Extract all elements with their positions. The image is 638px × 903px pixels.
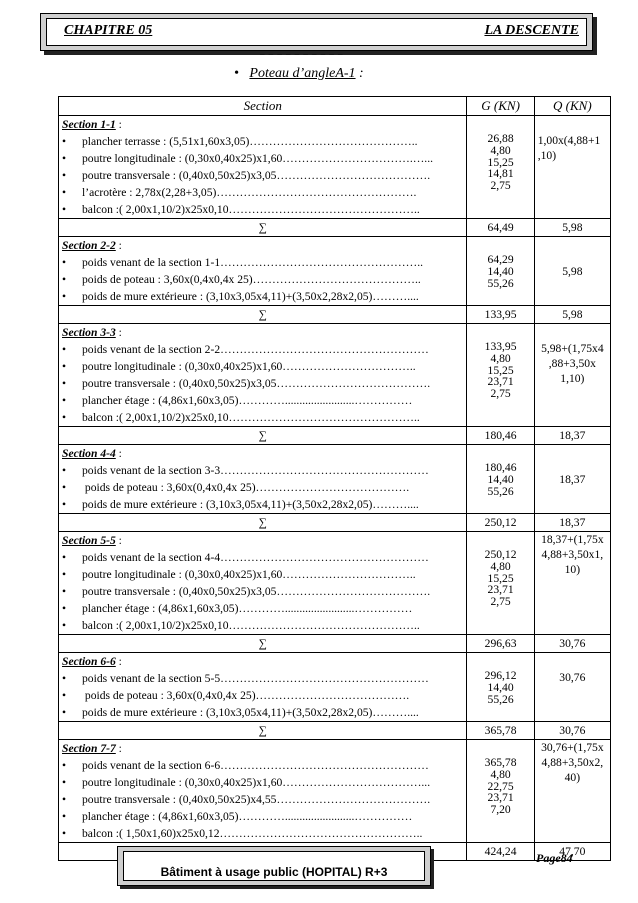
load-line-text: balcon :( 2,00x1,10/2)x25x0,10…………………………………………..: [82, 619, 420, 632]
load-line-text: poids venant de la section 6-6………………………………………………: [82, 759, 429, 772]
g-value: 23,71: [487, 583, 514, 597]
load-line: [62, 566, 463, 583]
g-value: 250,12: [484, 548, 517, 561]
section-title-text: Section 3-3: [62, 326, 116, 339]
load-line-text: poids venant de la section 5-5………………………………………………: [82, 672, 429, 685]
table-body: [59, 116, 611, 861]
footer-banner: [117, 846, 431, 886]
header-g: G (KN): [467, 97, 534, 116]
bullet-icon: •: [62, 135, 67, 148]
bullet-icon: •: [62, 585, 67, 598]
g-values: [467, 445, 534, 514]
chapter-header: [40, 13, 593, 56]
g-value: 26,88: [487, 132, 514, 145]
load-line-text: poids venant de la section 2-2………………………………………………: [82, 343, 429, 356]
q-value: 1,00x(4,88+1 ,10): [534, 116, 610, 219]
bullet-icon: •: [62, 619, 67, 632]
g-values: [467, 532, 534, 635]
chapter-title: CHAPITRE 05: [64, 23, 153, 38]
q-value: 18,37+(1,75x 4,88+3,50x1, 10): [534, 532, 610, 635]
q-value: 18,37: [534, 445, 610, 514]
load-line: [62, 808, 463, 825]
q-value: 5,98+(1,75x4 ,88+3,50x 1,10): [534, 324, 610, 427]
g-value: 15,25: [487, 363, 514, 377]
section-title: [62, 532, 463, 549]
bullet-icon: •: [62, 827, 67, 840]
g-value: 55,26: [487, 692, 514, 706]
sum-q: 5,98: [534, 306, 610, 324]
sum-symbol: ∑: [59, 306, 467, 324]
section-description: [59, 116, 467, 219]
load-line: [62, 409, 463, 426]
bullet-icon: •: [62, 810, 67, 823]
bullet-icon: •: [62, 481, 67, 494]
load-line: [62, 600, 463, 617]
bullet-icon: •: [62, 689, 67, 702]
section-description: [59, 740, 467, 843]
section-description: [59, 532, 467, 635]
load-line-text: poutre longitudinale : (0,30x0,40x25)x1,60……………………………..: [82, 360, 416, 373]
sum-row: [59, 635, 611, 653]
section-title-suffix: :: [115, 326, 122, 339]
section-title: [62, 237, 463, 254]
g-value: 23,71: [487, 791, 514, 805]
load-line: [62, 496, 463, 513]
g-value: 23,71: [487, 375, 514, 389]
load-line: [62, 670, 463, 687]
subtitle-title: Poteau d’angleA-1: [249, 66, 356, 81]
sum-symbol: ∑: [59, 635, 467, 653]
section-title: LA DESCENTE: [484, 23, 579, 38]
load-line-text: plancher étage : (4,86x1,60x3,05)…………........................……………: [82, 810, 413, 823]
bullet-icon: •: [62, 411, 67, 424]
g-values: [467, 324, 534, 427]
section-title-suffix: :: [115, 742, 122, 755]
load-line: [62, 479, 463, 496]
section-row: [59, 237, 611, 306]
load-line-text: poids de mure extérieure : (3,10x3,05x4,11)+(3,50x2,28x2,05)………....: [82, 706, 419, 719]
section-row: [59, 116, 611, 219]
sum-row: [59, 514, 611, 532]
g-value: 55,26: [487, 484, 514, 498]
load-line: [62, 167, 463, 184]
section-title: [62, 445, 463, 462]
bullet-icon: •: [62, 152, 67, 165]
load-line-text: poutre longitudinale : (0,30x0,40x25)x1,60……………………………..: [82, 568, 416, 581]
load-line: [62, 617, 463, 634]
g-value: 15,25: [487, 571, 514, 585]
load-line-text: poutre transversale : (0,40x0,50x25)x3,05………………………………….: [82, 377, 431, 390]
load-line-text: balcon :( 2,00x1,10/2)x25x0,10…………………………………………..: [82, 203, 420, 216]
section-title: [62, 653, 463, 670]
q-value: 5,98: [534, 237, 610, 306]
load-line: [62, 254, 463, 271]
g-value: 14,81: [487, 167, 514, 181]
g-value: 4,80: [490, 559, 511, 573]
g-values: [467, 740, 534, 843]
bullet-icon: •: [62, 498, 67, 511]
sum-row: [59, 306, 611, 324]
load-line: [62, 462, 463, 479]
load-line-text: poids venant de la section 4-4………………………………………………: [82, 551, 429, 564]
g-value: 15,25: [487, 155, 514, 169]
bullet-icon: •: [62, 793, 67, 806]
section-title-text: Section 2-2: [62, 239, 116, 252]
sum-g: 424,24: [467, 843, 534, 861]
g-value: 14,40: [487, 680, 514, 694]
sum-g: 133,95: [467, 306, 534, 324]
bullet-icon: •: [62, 602, 67, 615]
load-line-text: poutre longitudinale : (0,30x0,40x25)x1,60…………………………….…...: [82, 152, 434, 165]
bullet-icon: •: [62, 290, 67, 303]
g-values: [467, 116, 534, 219]
section-description: [59, 653, 467, 722]
load-line: [62, 150, 463, 167]
section-title-text: Section 7-7: [62, 742, 116, 755]
load-line: [62, 375, 463, 392]
load-line-text: poids de mure extérieure : (3,10x3,05x4,11)+(3,50x2,28x2,05)………....: [82, 290, 419, 303]
load-line-text: poids de poteau : 3,60x(0,4x0,4x 25)………………………………….: [82, 481, 410, 494]
sum-q: 5,98: [534, 219, 610, 237]
bullet-icon: •: [62, 464, 67, 477]
bullet-icon: •: [62, 186, 67, 199]
g-value: 180,46: [484, 461, 517, 474]
bullet-icon: •: [62, 568, 67, 581]
g-value: 2,75: [490, 595, 511, 609]
load-line-text: plancher étage : (4,86x1,60x3,05)…………........................……………: [82, 394, 413, 407]
section-title-suffix: :: [115, 239, 122, 252]
load-line: [62, 791, 463, 808]
sum-g: 296,63: [467, 635, 534, 653]
section-description: [59, 237, 467, 306]
load-line-text: poutre transversale : (0,40x0,50x25)x3,05………………………………….: [82, 169, 431, 182]
sum-q: 30,76: [534, 722, 610, 740]
bullet-icon: •: [62, 706, 67, 719]
section-title-suffix: :: [115, 655, 122, 668]
load-line-text: balcon :( 1,50x1,60)x25x0,12……………………………………………..: [82, 827, 423, 840]
section-row: [59, 653, 611, 722]
g-values: [467, 653, 534, 722]
section-row: [59, 445, 611, 514]
load-line: [62, 583, 463, 600]
section-title: [62, 740, 463, 757]
g-value: 365,78: [484, 756, 517, 769]
load-line: [62, 133, 463, 150]
section-row: [59, 740, 611, 843]
q-value: 30,76+(1,75x 4,88+3,50x2, 40): [534, 740, 610, 843]
load-line-text: poids venant de la section 3-3………………………………………………: [82, 464, 429, 477]
load-line: [62, 549, 463, 566]
bullet-icon: •: [62, 672, 67, 685]
g-value: 22,75: [487, 779, 514, 793]
bullet-icon: •: [62, 377, 67, 390]
sum-symbol: ∑: [59, 219, 467, 237]
g-value: 64,29: [487, 253, 514, 266]
section-description: [59, 445, 467, 514]
section-title-suffix: :: [115, 118, 122, 131]
sum-g: 250,12: [467, 514, 534, 532]
sum-symbol: ∑: [59, 722, 467, 740]
sum-q: 47,70: [534, 843, 610, 861]
g-value: 55,26: [487, 276, 514, 290]
building-label: Bâtiment à usage public (HOPITAL) R+3: [160, 865, 388, 879]
header-section: Section: [59, 97, 467, 116]
load-line: [62, 825, 463, 842]
load-line-text: poutre longitudinale : (0,30x0,40x25)x1,60………………………………...: [82, 776, 431, 789]
sum-row: [59, 219, 611, 237]
g-value: 2,75: [490, 387, 511, 401]
load-line-text: poids venant de la section 1-1……………………………………………..: [82, 256, 424, 269]
g-values: [467, 237, 534, 306]
section-title: [62, 116, 463, 133]
load-descent-table: [58, 96, 611, 861]
load-line-text: poutre transversale : (0,40x0,50x25)x4,55………………………………….: [82, 793, 431, 806]
load-line: [62, 757, 463, 774]
g-value: 2,75: [490, 179, 511, 193]
sum-q: 30,76: [534, 635, 610, 653]
subtitle-suffix: :: [355, 66, 364, 81]
load-line: [62, 341, 463, 358]
bullet-icon: •: [62, 551, 67, 564]
load-line-text: poids de poteau : 3,60x(0,4x0,4x 25)………………………………….: [82, 689, 410, 702]
g-value: 296,12: [484, 669, 517, 682]
g-value: 133,95: [484, 340, 517, 353]
bullet-icon: •: [62, 776, 67, 789]
section-title-text: Section 5-5: [62, 534, 116, 547]
g-value: 14,40: [487, 472, 514, 486]
load-line-text: balcon :( 2,00x1,10/2)x25x0,10…………………………………………..: [82, 411, 420, 424]
section-title-text: Section 1-1: [62, 118, 116, 131]
subtitle-bullet: •: [234, 66, 239, 81]
bullet-icon: •: [62, 273, 67, 286]
load-line-text: l’acrotère : 2,78x(2,28+3,05)…………………………………………….: [82, 186, 417, 199]
g-value: 14,40: [487, 264, 514, 278]
sum-g: 64,49: [467, 219, 534, 237]
load-line-text: plancher étage : (4,86x1,60x3,05)…………........................……………: [82, 602, 413, 615]
sum-q: 18,37: [534, 427, 610, 445]
load-line: [62, 704, 463, 721]
bullet-icon: •: [62, 169, 67, 182]
g-value: 4,80: [490, 143, 511, 157]
sum-g: 365,78: [467, 722, 534, 740]
section-title-text: Section 6-6: [62, 655, 116, 668]
bullet-icon: •: [62, 343, 67, 356]
bullet-icon: •: [62, 759, 67, 772]
load-line: [62, 774, 463, 791]
load-line-text: poids de mure extérieure : (3,10x3,05x4,11)+(3,50x2,28x2,05)………....: [82, 498, 419, 511]
section-description: [59, 324, 467, 427]
load-line: [62, 358, 463, 375]
bullet-icon: •: [62, 203, 67, 216]
load-line: [62, 184, 463, 201]
header-q: Q (KN): [534, 97, 610, 116]
column-subtitle: [234, 66, 364, 82]
section-title-suffix: :: [115, 534, 122, 547]
section-row: [59, 532, 611, 635]
load-line-text: plancher terrasse : (5,51x1,60x3,05)……………………………………..: [82, 135, 418, 148]
g-value: 4,80: [490, 351, 511, 365]
g-value: 7,20: [490, 803, 511, 817]
table-header-row: [59, 97, 611, 116]
load-line-text: poids de poteau : 3,60x(0,4x0,4x 25)……………………………………..: [82, 273, 421, 286]
bullet-icon: •: [62, 360, 67, 373]
sum-symbol: ∑: [59, 514, 467, 532]
section-title-suffix: :: [115, 447, 122, 460]
sum-row: [59, 722, 611, 740]
section-row: [59, 324, 611, 427]
section-title: [62, 324, 463, 341]
header-rule: _ _ _ _ _ _ _ _ _ _: [260, 47, 344, 56]
sum-symbol: ∑: [59, 427, 467, 445]
sum-g: 180,46: [467, 427, 534, 445]
load-line-text: poutre transversale : (0,40x0,50x25)x3,05………………………………….: [82, 585, 431, 598]
load-line: [62, 271, 463, 288]
load-line: [62, 392, 463, 409]
section-title-text: Section 4-4: [62, 447, 116, 460]
bullet-icon: •: [62, 394, 67, 407]
page-number: Page84: [536, 851, 573, 865]
load-line: [62, 201, 463, 218]
load-line: [62, 687, 463, 704]
g-value: 4,80: [490, 767, 511, 781]
load-line: [62, 288, 463, 305]
sum-row: [59, 427, 611, 445]
sum-q: 18,37: [534, 514, 610, 532]
q-value: 30,76: [534, 653, 610, 722]
bullet-icon: •: [62, 256, 67, 269]
